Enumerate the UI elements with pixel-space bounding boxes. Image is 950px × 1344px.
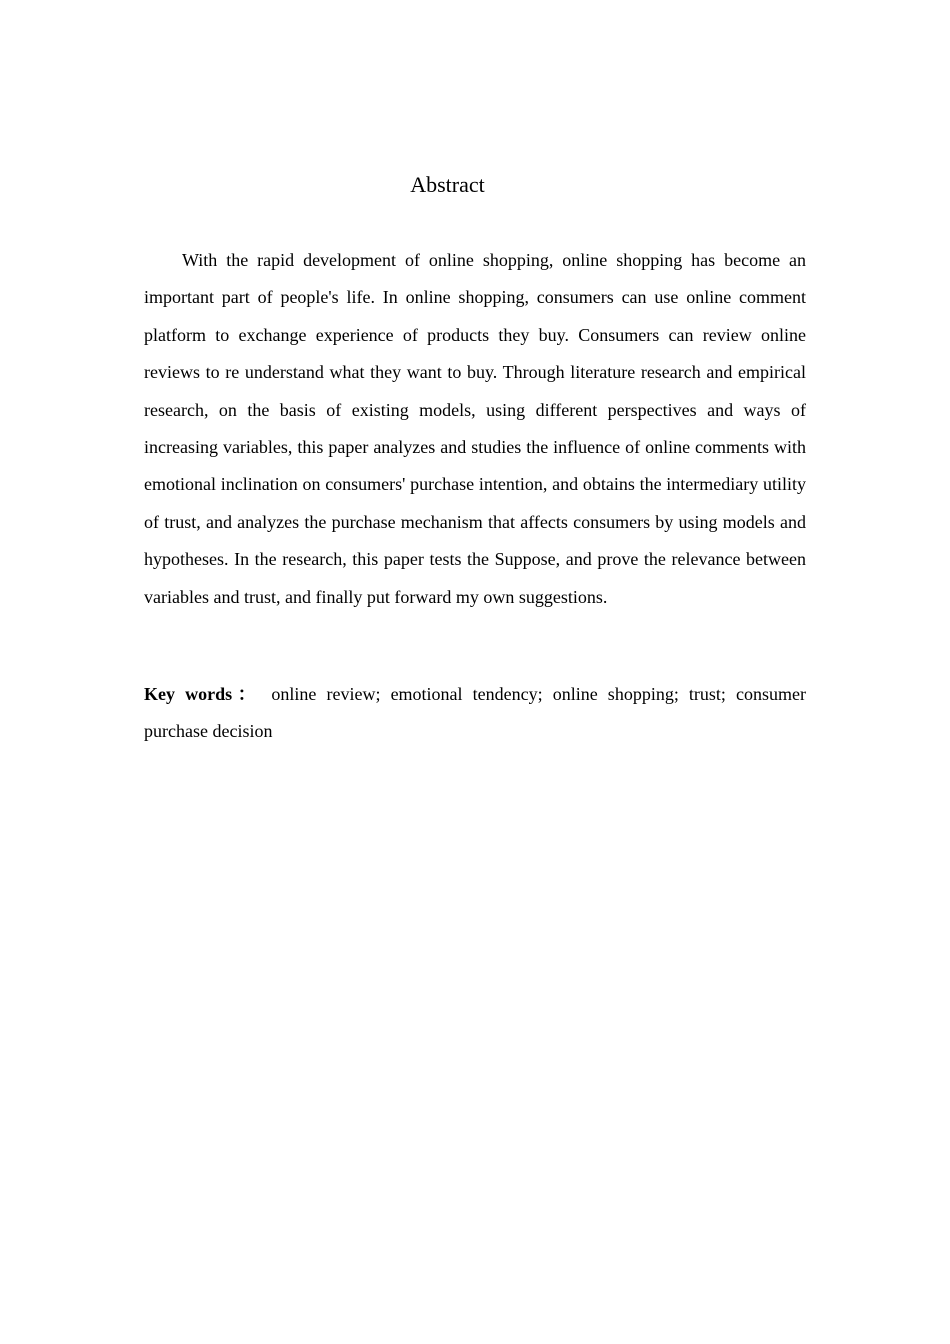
abstract-title: Abstract — [410, 172, 485, 197]
keywords-text: online review; emotional tendency; online shopping; trust; consumer purchase decision — [144, 684, 806, 742]
abstract-body: With the rapid development of online shopping, online shopping has become an important part of people's life. In online shopping, consumers can use online comment platform to exchange experience of products they buy. Consumers can review online reviews to re understand what they want to buy. Through literature research and empirical research, on the basis of existing models, using different perspectives and ways of increasing variables, this paper analyzes and studies the influence of online comments with emotional inclination on consumers' purchase intention, and obtains the intermediary utility of trust, and analyzes the purchase mechanism that affects consumers by using models and hypotheses. In the research, this paper tests the Suppose, and prove the relevance between variables and trust, and finally put forward my own suggestions. — [144, 250, 806, 607]
keywords-label: Key words： — [144, 684, 262, 704]
keywords-paragraph — [144, 676, 806, 751]
